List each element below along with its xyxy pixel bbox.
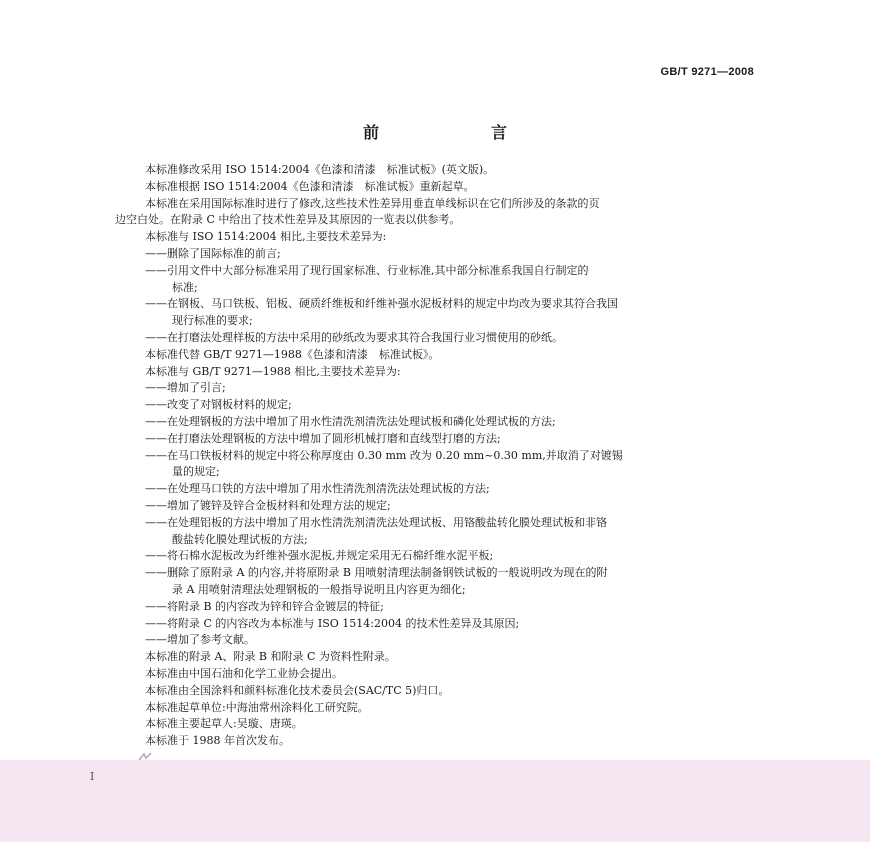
footer-band <box>0 760 870 842</box>
list-item: ——删除了国际标准的前言; <box>145 246 281 260</box>
list-item: ——将石棉水泥板改为纤维补强水泥板,并规定采用无石棉纤维水泥平板; <box>145 549 494 563</box>
list-item: ——引用文件中大部分标准采用了现行国家标准、行业标准,其中部分标准系我国自行制定的 <box>145 263 589 277</box>
list-item-continuation: 录 A 用喷射清理法处理钢板的一般指导说明且内容更为细化; <box>172 582 466 596</box>
list-item-continuation: 标准; <box>172 280 198 294</box>
list-item: ——在处理马口铁的方法中增加了用水性清洗剂清洗法处理试板的方法; <box>145 482 490 496</box>
text-line: 本标准由中国石油和化学工业协会提出。 <box>145 666 343 680</box>
text-line: 本标准主要起草人:吴璇、唐瑛。 <box>145 717 303 731</box>
list-item: ——增加了镀锌及锌合金板材料和处理方法的规定; <box>145 498 391 512</box>
text-line: 本标准根据 ISO 1514:2004《色漆和清漆 标准试板》重新起草。 <box>145 179 475 193</box>
document-body <box>115 162 775 750</box>
page-number: I <box>90 770 95 783</box>
list-item: ——改变了对钢板材料的规定; <box>145 398 292 412</box>
list-item: ——在处理钢板的方法中增加了用水性清洗剂清洗法处理试板和磷化处理试板的方法; <box>145 414 556 428</box>
list-item: ——在处理铝板的方法中增加了用水性清洗剂清洗法处理试板、用铬酸盐转化膜处理试板和非铬 <box>145 515 607 529</box>
list-item: ——将附录 C 的内容改为本标准与 ISO 1514:2004 的技术性差异及其原因; <box>145 616 520 630</box>
standard-code: GB/T 9271—2008 <box>660 66 754 78</box>
list-item: ——增加了参考文献。 <box>145 633 255 647</box>
list-item: ——删除了原附录 A 的内容,并将原附录 B 用喷射清理法制备钢铁试板的一般说明改为现在的附 <box>145 566 608 580</box>
text-line: 本标准修改采用 ISO 1514:2004《色漆和清漆 标准试板》(英文版)。 <box>145 163 495 176</box>
page-title: 前 言 <box>362 123 555 142</box>
list-item: ——在钢板、马口铁板、铝板、硬质纤维板和纤维补强水泥板材料的规定中均改为要求其符合我国 <box>145 297 618 311</box>
list-item: ——将附录 B 的内容改为锌和锌合金镀层的特征; <box>145 599 384 613</box>
text-line: 本标准与 GB/T 9271—1988 相比,主要技术差异为: <box>145 364 401 378</box>
scan-mark-icon <box>138 752 152 762</box>
list-item-continuation: 现行标准的要求; <box>172 314 253 328</box>
text-line: 本标准在采用国际标准时进行了修改,这些技术性差异用垂直单线标识在它们所涉及的条款的页 <box>145 196 600 210</box>
list-item-continuation: 酸盐转化膜处理试板的方法; <box>172 532 308 546</box>
list-item: ——在打磨法处理样板的方法中采用的砂纸改为要求其符合我国行业习惯使用的砂纸。 <box>145 330 563 344</box>
text-line: 本标准的附录 A、附录 B 和附录 C 为资料性附录。 <box>145 650 396 664</box>
text-line: 本标准与 ISO 1514:2004 相比,主要技术差异为: <box>145 230 387 244</box>
list-item-continuation: 量的规定; <box>172 465 220 479</box>
text-line: 本标准由全国涂料和颜料标准化技术委员会(SAC/TC 5)归口。 <box>145 683 450 697</box>
text-line: 本标准代替 GB/T 9271—1988《色漆和清漆 标准试板》。 <box>145 347 440 361</box>
text-line: 边空白处。在附录 C 中给出了技术性差异及其原因的一览表以供参考。 <box>115 213 461 227</box>
text-line: 本标准于 1988 年首次发布。 <box>145 734 290 748</box>
list-item: ——在马口铁板材料的规定中将公称厚度由 0.30 mm 改为 0.20 mm~0.30 mm,并取消了对镀锡 <box>145 448 623 462</box>
list-item: ——在打磨法处理钢板的方法中增加了圆形机械打磨和直线型打磨的方法; <box>145 431 501 445</box>
text-line: 本标准起草单位:中海油常州涂料化工研究院。 <box>145 700 369 714</box>
list-item: ——增加了引言; <box>145 381 226 395</box>
